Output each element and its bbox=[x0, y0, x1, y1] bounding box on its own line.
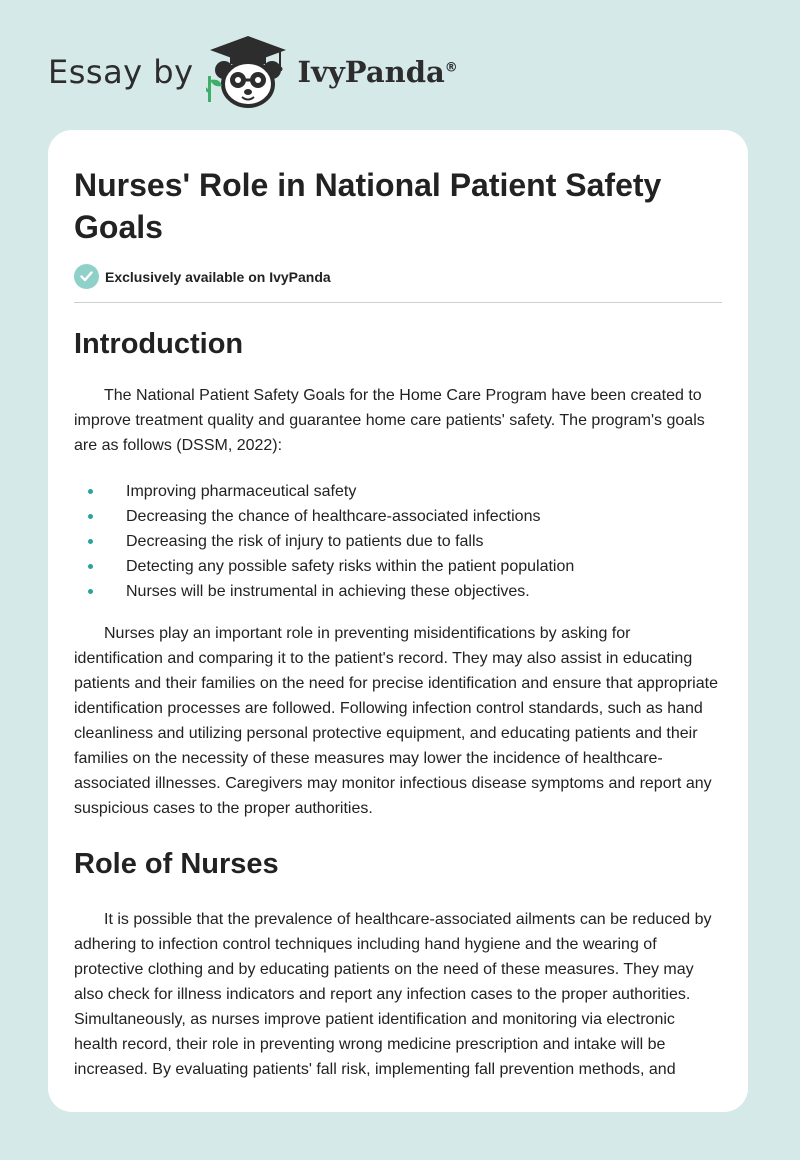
essay-card bbox=[48, 130, 748, 1112]
list-item: Detecting any possible safety risks within the patient population bbox=[74, 554, 722, 579]
brand-name: IvyPanda® bbox=[297, 55, 458, 89]
check-icon bbox=[74, 264, 99, 289]
section-heading-role-of-nurses: Role of Nurses bbox=[74, 848, 279, 880]
list-item: Nurses will be instrumental in achieving these objectives. bbox=[74, 579, 722, 604]
list-item: Decreasing the risk of injury to patients due to falls bbox=[74, 529, 722, 554]
section-heading-introduction: Introduction bbox=[74, 328, 244, 360]
bullet-icon bbox=[88, 514, 93, 519]
intro-paragraph: The National Patient Safety Goals for the Home Care Program have been created to improve treatment quality and guarantee home care patients' safety. The program's goals are as follows (DSSM, 2022): bbox=[74, 387, 705, 454]
panda-logo-icon bbox=[206, 34, 290, 110]
site-logo[interactable] bbox=[48, 34, 458, 110]
goals-list bbox=[74, 479, 722, 604]
brand-prefix: Essay by bbox=[48, 53, 194, 91]
list-item: Decreasing the chance of healthcare-associated infections bbox=[74, 504, 722, 529]
bullet-icon bbox=[88, 564, 93, 569]
exclusive-badge bbox=[74, 264, 722, 303]
exclusive-label: Exclusively available on IvyPanda bbox=[105, 268, 331, 285]
introduction-body-paragraph: Nurses play an important role in preventing misidentifications by asking for identification and comparing it to the patient's record. They may also assist in educating patients and their families on the need for precise identification and ensure that appropriate identification processes are followed. Following infection control standards, such as hand cleanliness and utilizing personal protective equipment, and educating patients and their families on the necessity of these measures may lower the incidence of healthcare-associated illnesses. Caregivers may monitor infectious disease symptoms and report any suspicious cases to the proper authorities. bbox=[74, 625, 718, 817]
role-of-nurses-paragraph: It is possible that the prevalence of healthcare-associated ailments can be reduced by adhering to infection control techniques including hand hygiene and the wearing of protective clothing and by educating patients on the need of these measures. They may also check for illness indicators and report any infection cases to the proper authorities. Simultaneously, as nurses improve patient identification and monitoring via electronic health record, their role in preventing wrong medicine prescription and intake will be increased. By evaluating patients' fall risk, implementing fall prevention methods, and bbox=[74, 911, 712, 1078]
page-title: Nurses' Role in National Patient Safety Goals bbox=[74, 167, 662, 245]
list-item: Improving pharmaceutical safety bbox=[74, 479, 722, 504]
bullet-icon bbox=[88, 539, 93, 544]
bullet-icon bbox=[88, 589, 93, 594]
bullet-icon bbox=[88, 489, 93, 494]
